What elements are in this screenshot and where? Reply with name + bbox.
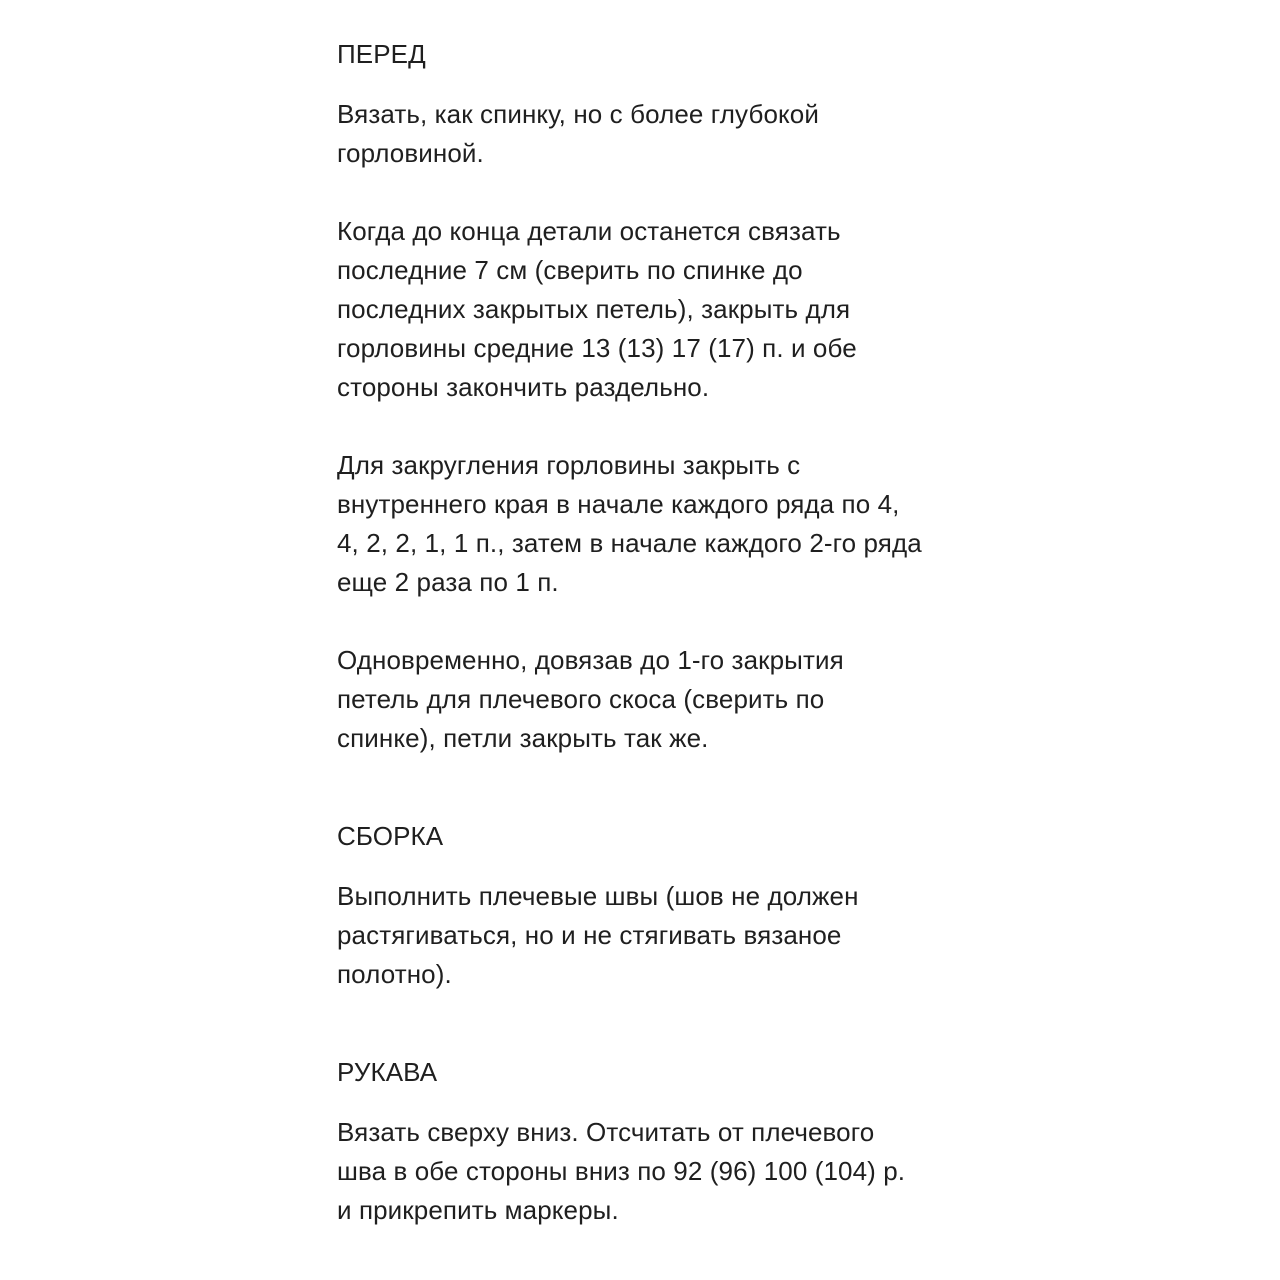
section-title-sleeves: РУКАВА [337,1057,438,1087]
front-paragraph-1: Вязать, как спинку, но с более глубокой горловиной. [337,99,819,168]
front-paragraph-3: Для закругления горловины закрыть с внутреннего края в начале каждого ряда по 4, 4, 2, 2, 1, 1 п., затем в начале каждого 2-го ряда еще 2 раза по 1 п. [337,450,922,597]
section-title-front: ПЕРЕД [337,39,426,69]
front-paragraph-4: Одновременно, довязав до 1-го закрытия петель для плечевого скоса (сверить по спинке), петли закрыть так же. [337,645,844,753]
section-title-assembly: СБОРКА [337,821,444,851]
front-paragraph-2: Когда до конца детали останется связать последние 7 см (сверить по спинке до последних закрытых петель), закрыть для горловины средние 13 (13) 17 (17) п. и обе стороны закончить раздельно. [337,216,857,402]
assembly-paragraph-1: Выполнить плечевые швы (шов не должен растягиваться, но и не стягивать вязаное полотно). [337,881,859,989]
sleeves-paragraph-1: Вязать сверху вниз. Отсчитать от плечевого шва в обе стороны вниз по 92 (96) 100 (104) р. и прикрепить маркеры. [337,1117,906,1225]
